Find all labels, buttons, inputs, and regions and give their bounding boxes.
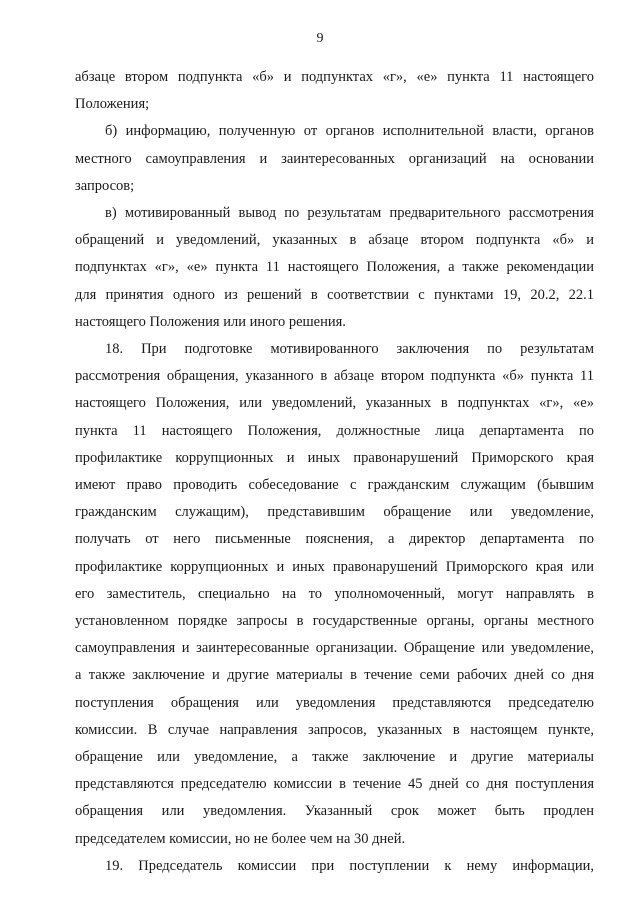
text-line: гражданским служащим), представившим обращение или уведомление, (75, 504, 594, 521)
paragraph (75, 853, 594, 880)
paragraph (75, 336, 594, 853)
text-line: в) мотивированный вывод по результатам предварительного рассмотрения (105, 205, 594, 222)
text-line: установленном порядке запросы в государственные органы, органы местного (75, 613, 594, 630)
text-line: запросов; (75, 177, 135, 194)
text-line: 18. При подготовке мотивированного заключения по результатам (105, 341, 594, 358)
document-body (75, 64, 594, 880)
paragraph (75, 118, 594, 200)
text-line: настоящего Положения, или уведомлений, указанных в подпунктах «г», «е» (75, 395, 594, 412)
text-line: рассмотрения обращения, указанного в абзаце втором подпункта «б» пункта 11 (75, 368, 594, 385)
text-line: председателем комиссии, но не более чем на 30 дней. (75, 830, 406, 847)
text-line: Положения; (75, 96, 150, 113)
text-line: настоящего Положения или иного решения. (75, 313, 346, 330)
text-line: местного самоуправления и заинтересованных организаций на основании (75, 150, 594, 167)
text-line: профилактике коррупционных и иных правонарушений Приморского края (75, 449, 594, 466)
text-line: обращений и уведомлений, указанных в абзаце втором подпункта «б» и (75, 232, 594, 249)
text-line: комиссии. В случае направления запросов, указанных в настоящем пункте, (75, 721, 594, 738)
text-line: поступления обращения или уведомления представляются председателю (75, 694, 594, 711)
text-line: обращение или уведомление, а также заключение и другие материалы (75, 749, 594, 766)
text-line: для принятия одного из решений в соответствии с пунктами 19, 20.2, 22.1 (75, 286, 594, 303)
text-line: пункта 11 настоящего Положения, должностные лица департамента по (75, 422, 594, 439)
text-line: самоуправления и заинтересованные организации. Обращение или уведомление, (75, 640, 594, 657)
text-line: получать от него письменные пояснения, а директор департамента по (75, 531, 594, 548)
text-line: профилактике коррупционных и иных правонарушений Приморского края или (75, 558, 594, 575)
text-line: представляются председателю комиссии в течение 45 дней со дня поступления (75, 776, 594, 793)
paragraph (75, 200, 594, 336)
text-line: абзаце втором подпункта «б» и подпунктах «г», «е» пункта 11 настоящего (75, 69, 594, 85)
text-line: а также заключение и другие материалы в течение семи рабочих дней со дня (75, 667, 594, 684)
text-line: подпунктах «г», «е» пункта 11 настоящего Положения, а также рекомендации (75, 259, 594, 276)
paragraph (75, 64, 594, 118)
page-number: 9 (316, 31, 324, 46)
text-line: б) информацию, полученную от органов исполнительной власти, органов (105, 123, 594, 140)
text-line: его заместитель, специально на то уполномоченный, могут направлять в (75, 585, 594, 602)
text-line: обращения или уведомления. Указанный срок может быть продлен (75, 803, 594, 820)
text-line: 19. Председатель комиссии при поступлении к нему информации, (105, 857, 594, 874)
text-line: имеют право проводить собеседование с гражданским служащим (бывшим (75, 477, 594, 494)
